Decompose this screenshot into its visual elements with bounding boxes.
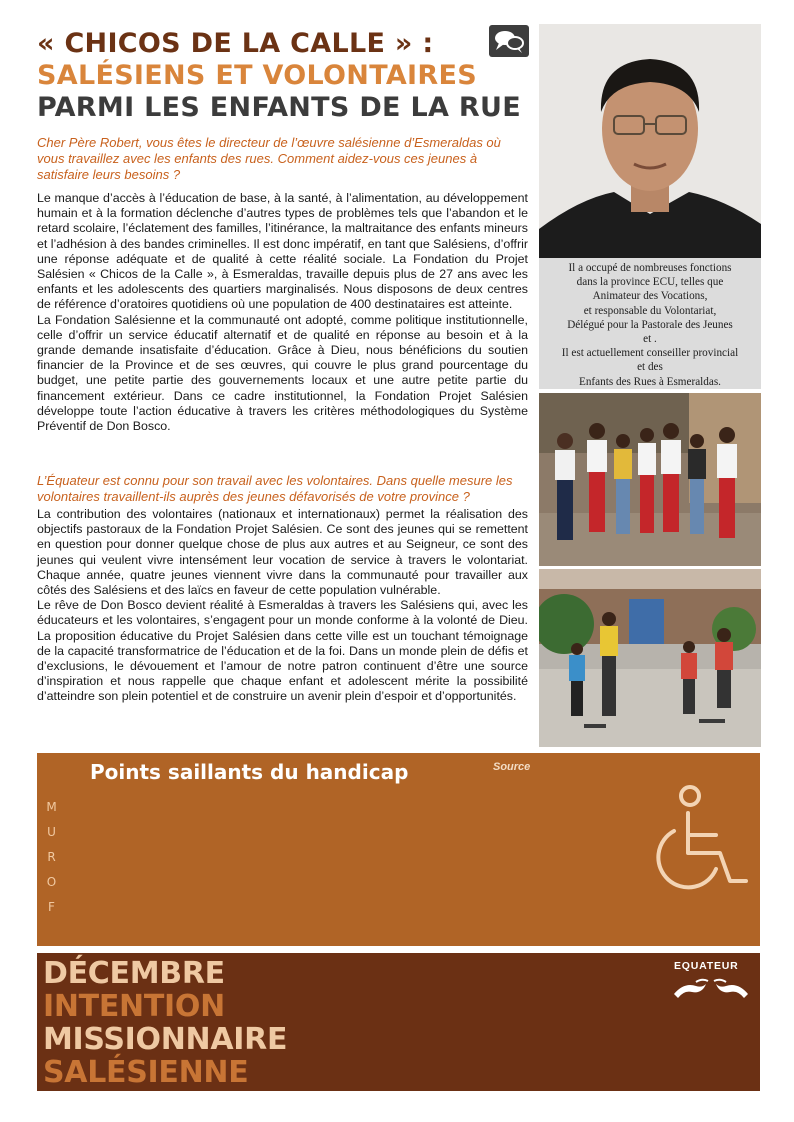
caption-line: dans la province ECU, telles que <box>576 276 724 289</box>
december-line-1: DÉCEMBRE <box>43 956 225 991</box>
december-line-2: INTENTION <box>43 989 225 1024</box>
forum-side-label <box>44 795 60 920</box>
forum-side-letter: R <box>47 850 57 864</box>
portrait-caption <box>539 258 761 389</box>
caption-line: Enfants des Rues à Esmeraldas. <box>579 375 721 388</box>
brand-label: EQUATEUR <box>674 960 739 972</box>
answer-2-paragraph: La contribution des volontaires (nationaux et internationaux) permet la réalisation des objectifs pastoraux de la Fondation Projet Salésien. Ce sont des jeunes qui se remettent en question pour donner quelque chose de plus aux autres et au Seigneur, ce sont des jeunes qui veulent vivre intensément leur vocation de service à travers le volontariat. Chaque année, quatre jeunes viennent vivre dans la communauté pour travailler aux côtés des Salésiens et des laïcs en faveur de cette population vulnérable. <box>37 507 528 598</box>
answer-1-paragraph: La Fondation Salésienne et la communauté ont adopté, comme politique institutionnelle, celle d’offrir un service éducatif alternatif et de qualité en réponse au besoin et à la grande demande insatisfaite d’éducation. Grâce à Dieu, nous bénéficions du soutien financier de la Province et de ses œuvres, qui couvre le plus grand pourcentage du budget, une petite partie des gouvernements locaux et une autre petite partie du financement extérieur. Dans ce cadre institutionnel, la Fondation Projet Salésien développe toute l’action éducative à travers les critères méthodologiques du Système Préventif de Don Bosco. <box>37 312 528 434</box>
hands-logo-icon <box>672 976 750 1002</box>
answer-1 <box>37 191 528 434</box>
forum-side-letter: O <box>46 875 58 889</box>
forum-source-link[interactable]: Source <box>493 761 531 773</box>
caption-line: Délégué pour la Pastorale des Jeunes <box>567 318 733 331</box>
caption-line: et . <box>643 333 657 346</box>
caption-line: Il a occupé de nombreuses fonctions <box>568 262 732 274</box>
answer-1-paragraph: Le manque d’accès à l’éducation de base, à la santé, à l’alimentation, au développement humain et à la formation déclenche d’autres types de problèmes tels que l’abandon et le retard scolaire, l’éclatement des familles, l’itinérance, la maltraitance des enfants mineurs et l’adhésion à des bandes criminelles. Il est donc impératif, en tant que Salésiens, d’offrir une réponse adéquate et de qualité à cette réalité sociale. La Fondation du Projet Salésien « Chicos de la Calle », à Esmeraldas, travaille depuis plus de 27 ans avec les enfants et les adolescents des quartiers marginalisés. Nous disposons de deux centres de référence d’oratoires quotidiens où une population de 400 destinataires est atteinte. <box>37 191 528 312</box>
forum-side-letter: U <box>47 825 57 839</box>
title-line-1: « CHICOS DE LA CALLE » : <box>37 28 434 59</box>
title-line-3: PARMI LES ENFANTS DE LA RUE <box>37 92 521 123</box>
skate-photo <box>539 569 761 747</box>
answer-2 <box>37 507 528 705</box>
forum-side-letter: M <box>46 800 58 814</box>
article-title <box>37 28 537 124</box>
question-2: L’Équateur est connu pour son travail avec les volontaires. Dans quelle mesure les volontaires travaillent-ils auprès des jeunes défavorisés de votre province ? <box>37 473 513 504</box>
group-photo <box>539 393 761 566</box>
caption-line: et responsable du Volontariat, <box>583 304 717 317</box>
wheelchair-icon <box>652 785 752 895</box>
december-line-4: SALÉSIENNE <box>43 1055 249 1090</box>
chat-bubbles-icon <box>489 25 529 57</box>
question-1: Cher Père Robert, vous êtes le directeur de l’œuvre salésienne d’Esmeraldas où vous travaillez avec les enfants des rues. Comment aidez-vous ces jeunes à satisfaire leurs besoins ? <box>37 135 501 182</box>
caption-line: Il est actuellement conseiller provincial <box>561 347 739 360</box>
december-line-3: MISSIONNAIRE <box>43 1022 288 1057</box>
portrait-photo <box>539 24 761 258</box>
answer-2-paragraph: Le rêve de Don Bosco devient réalité à Esmeraldas à travers les Salésiens qui, avec les éducateurs et les volontaires, s’engagent pour un monde conforme à la volonté de Dieu. La proposition éducative du Projet Salésien dans cette ville est un touchant témoignage de la capacité transformatrice de l’éducation et de la foi. Dans un monde plein de défis et d’exclusions, le dévouement et l’amour de notre patron continuent d’être une source d’inspiration et nous rappelle que chaque enfant et adolescent mérite la possibilité d’atteindre son plein potentiel et de construire un avenir plein d’espoir et d’opportunités. <box>37 598 528 704</box>
december-heading <box>43 957 287 1089</box>
caption-line: et des <box>637 361 663 374</box>
forum-side-letter: F <box>48 900 56 914</box>
forum-title: Points saillants du handicap <box>90 760 409 784</box>
caption-line: Animateur des Vocations, <box>592 290 708 303</box>
title-line-2: SALÉSIENS ET VOLONTAIRES <box>37 60 477 91</box>
